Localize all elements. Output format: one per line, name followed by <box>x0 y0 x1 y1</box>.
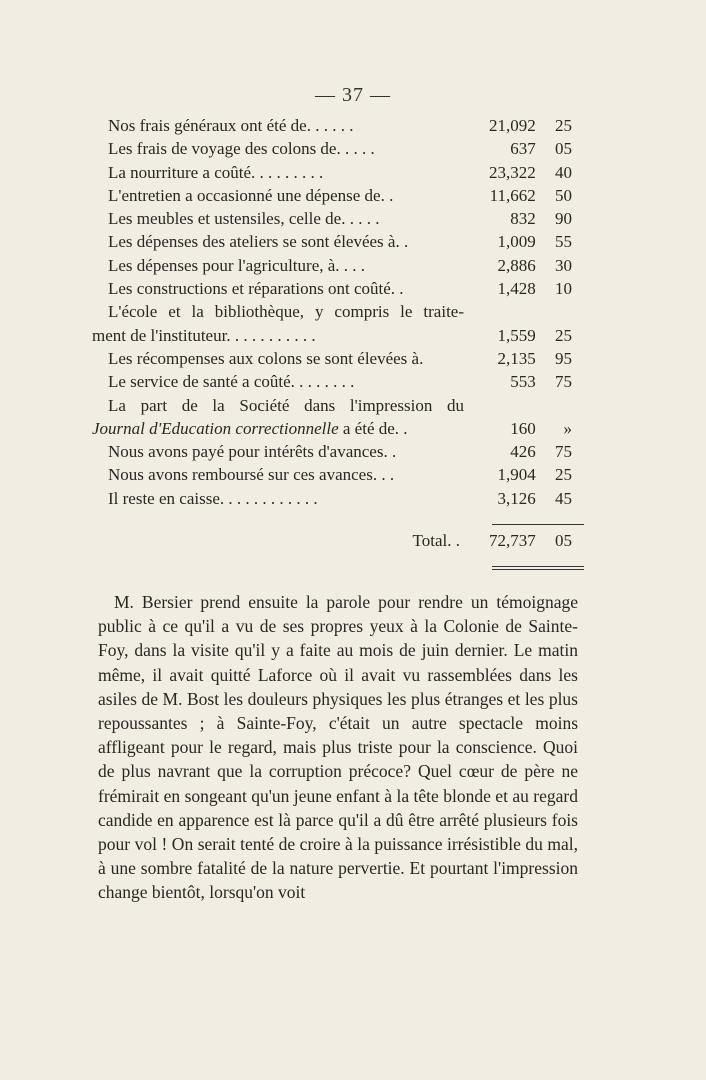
ledger-row <box>92 184 582 207</box>
ledger-amount: 11,662 50 <box>489 185 572 205</box>
ledger-amount: 832 90 <box>510 209 572 229</box>
ledger-amount: 2,886 30 <box>497 255 572 275</box>
body-text <box>98 590 578 905</box>
ledger-row <box>92 114 582 137</box>
page-number: — 37 — <box>315 84 391 106</box>
ledger-amount: 1,009 55 <box>497 232 572 252</box>
ledger-label: Nos frais généraux ont été de. . . . . . <box>108 116 354 135</box>
ledger-amount: 160 » <box>510 418 572 438</box>
ledger-label: L'entretien a occasionné une dépense de. . <box>108 185 394 205</box>
ledger-amount: 1,428 10 <box>497 279 572 299</box>
ledger-label: Les dépenses des ateliers se sont élevées à. . <box>108 232 409 252</box>
paragraph: M. Bersier prend ensuite la parole pour rendre un témoignage public à ce qu'il a vu de ses propres yeux à la Colonie de Sainte-Foy, dans la visite qu'il y a faite au mois de juin dernier. Le matin même, il avait quitté Laforce où il avait vu rassemblées dans les asiles de M. Bost les douleurs physiques les plus étranges et les plus repoussantes ; à Sainte-Foy, c'était un autre spectacle moins affligeant pour le regard, mais plus triste pour la conscience. Quoi de plus navrant que la corruption précoce? Quel cœur de père ne frémirait en songeant qu'un jeune enfant à la tête blonde et au regard candide en apparence est là parce qu'il a dû être arrêté plusieurs fois pour vol ! On serait tenté de croire à la puissance irrésistible du mal, à une sombre fatalité de la nature pervertie. Et pourtant l'impression change bientôt, lorsqu'on voit <box>98 592 578 903</box>
ledger-label: Le service de santé a coûté. . . . . . . . <box>108 372 355 392</box>
ledger-row <box>92 137 582 160</box>
ledger-amount: 1,904 25 <box>497 465 572 485</box>
ledger-row <box>92 300 582 323</box>
ledger-label: Il reste en caisse. . . . . . . . . . . . <box>108 488 318 508</box>
ledger-label: Nous avons payé pour intérêts d'avances. . <box>108 442 397 462</box>
ledger-row <box>92 230 582 253</box>
ledger-label: Les frais de voyage des colons de. . . . . <box>108 139 375 159</box>
ledger-label: La nourriture a coûté. . . . . . . . . <box>108 162 324 182</box>
total-amount: 72,737 05 <box>489 531 572 550</box>
ledger-row <box>92 324 582 347</box>
ledger-row <box>92 394 582 417</box>
ledger-label: ment de l'instituteur. . . . . . . . . . . <box>92 325 316 345</box>
total-label: Total. . <box>412 531 460 550</box>
sum-rule <box>492 524 584 525</box>
ledger-label: La part de la Société dans l'impression du <box>108 395 464 415</box>
ledger-row <box>92 370 582 393</box>
ledger-row <box>92 277 582 300</box>
total-row <box>92 528 582 554</box>
ledger-label: Les meubles et ustensiles, celle de. . . . . <box>108 209 380 229</box>
ledger-label: Les dépenses pour l'agriculture, à. . . . <box>108 255 366 275</box>
ledger-amount: 23,322 40 <box>489 162 572 182</box>
ledger-row <box>92 487 582 510</box>
ledger-amount: 553 75 <box>510 372 572 392</box>
ledger-label: Les récompenses aux colons se sont élevées à. <box>108 348 424 368</box>
ledger-label: L'école et la bibliothèque, y compris le traite- <box>108 302 464 322</box>
ledger-row <box>92 254 582 277</box>
ledger-row <box>92 417 582 440</box>
double-rule <box>492 566 584 567</box>
ledger-amount: 426 75 <box>510 442 572 462</box>
expense-ledger <box>92 114 582 510</box>
ledger-row <box>92 463 582 486</box>
ledger-row <box>92 347 582 370</box>
ledger-amount: 2,135 95 <box>497 348 572 368</box>
ledger-row <box>92 161 582 184</box>
ledger-label: Journal d'Education correctionnelle a été de. . <box>92 418 408 438</box>
ledger-row <box>92 207 582 230</box>
ledger-label: Les constructions et réparations ont coûté. . <box>108 279 404 299</box>
journal-title: Journal d'Education correctionnelle <box>92 418 339 438</box>
ledger-amount: 3,126 45 <box>497 488 572 508</box>
double-rule <box>492 569 584 570</box>
ledger-amount: 21,092 25 <box>489 116 572 135</box>
ledger-amount: 1,559 25 <box>497 325 572 345</box>
ledger-row <box>92 440 582 463</box>
ledger-amount: 637 05 <box>510 139 572 159</box>
ledger-label: Nous avons remboursé sur ces avances. . . <box>108 465 395 485</box>
